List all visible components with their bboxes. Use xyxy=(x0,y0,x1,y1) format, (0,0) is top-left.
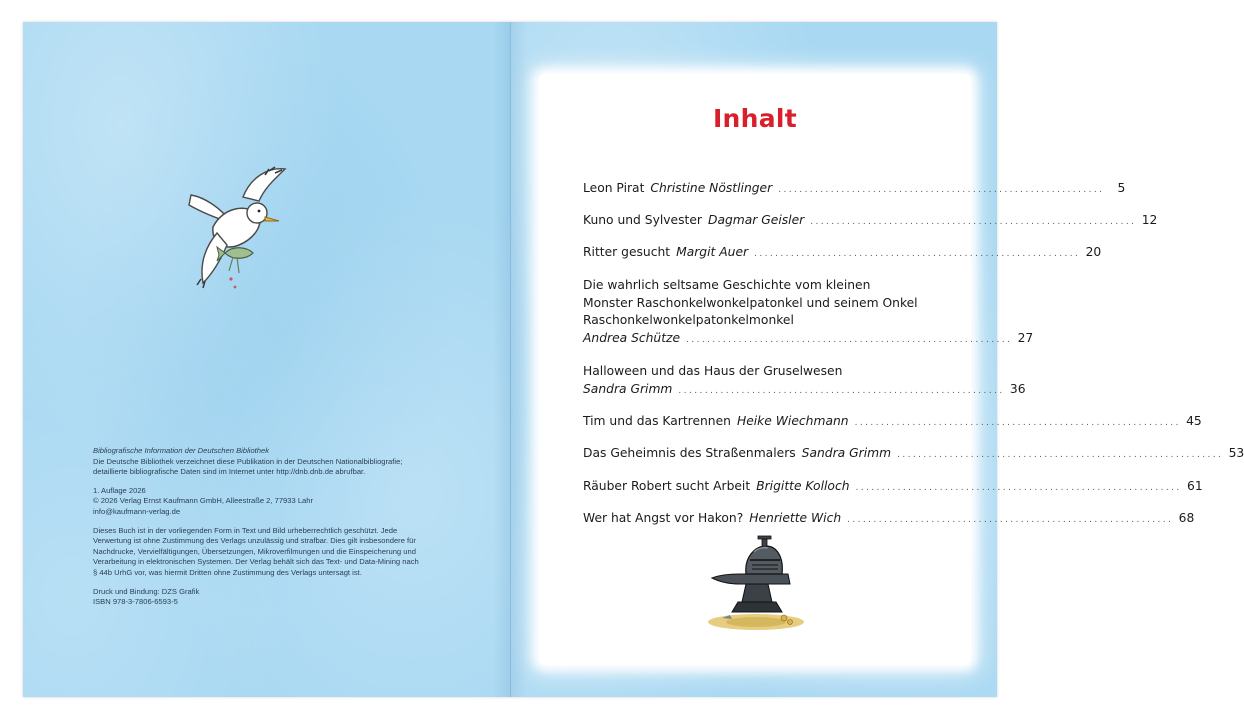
toc-entry xyxy=(583,446,1244,464)
leader-dots: .............................................................. xyxy=(686,334,1013,345)
toc-entry xyxy=(583,479,1203,497)
toc-entry-title: Ritter gesucht xyxy=(583,245,671,259)
toc-entry-page: 27 xyxy=(1017,330,1034,345)
leader-dots: .............................................................. xyxy=(778,185,1105,195)
toc-entry xyxy=(583,511,1195,529)
toc-entry-page: 61 xyxy=(1187,479,1203,493)
toc-entry-title: Monster Raschonkelwonkelpatonkel und seinem Onkel xyxy=(583,295,918,310)
imprint-line: detaillierte bibliografische Daten sind im Internet unter http://dnb.dnb.de abrufbar. xyxy=(93,467,366,477)
imprint-isbn: ISBN 978-3-7806-6593-5 xyxy=(93,597,178,607)
toc-entry-author: Brigitte Kolloch xyxy=(756,479,850,493)
toc-entry-author: Margit Auer xyxy=(676,245,749,259)
toc-entry xyxy=(583,414,1202,432)
toc-entry xyxy=(583,213,1158,231)
toc-entry-title: Leon Pirat xyxy=(583,181,645,195)
toc-entry-page: 12 xyxy=(1141,213,1158,227)
right-page xyxy=(510,22,1244,697)
toc-entry-title: Das Geheimnis des Straßenmalers xyxy=(583,446,796,460)
toc-entry xyxy=(583,278,1034,348)
toc-entry xyxy=(583,364,1026,399)
toc-entry-page: 5 xyxy=(1117,181,1126,195)
imprint-rights: Nachdrucke, Vervielfältigungen, Übersetzungen, Mikroverfilmungen und die Einspeicherung und xyxy=(93,546,416,556)
leader-dots: .............................................................. xyxy=(754,249,1081,259)
toc-entry-title: Tim und das Kartrennen xyxy=(583,414,731,428)
toc-entry-author: Heike Wiechmann xyxy=(736,414,849,428)
toc-entry-author: Dagmar Geisler xyxy=(707,213,805,227)
imprint-line: Die Deutsche Bibliothek verzeichnet diese Publikation in der Deutschen Nationalbibliografie; xyxy=(93,456,403,466)
imprint-block xyxy=(93,446,453,608)
toc-entry-author: Christine Nöstlinger xyxy=(650,181,773,195)
imprint-copyright: © 2026 Verlag Ernst Kaufmann GmbH, Alleestraße 2, 77933 Lahr xyxy=(93,496,314,506)
imprint-rights: Verwertung ist ohne Zustimmung des Verlags unzulässig und strafbar. Dies gilt insbesondere für xyxy=(93,536,416,546)
imprint-heading: Bibliografische Information der Deutschen Bibliothek xyxy=(93,446,270,455)
leader-dots: .............................................................. xyxy=(678,385,1005,396)
toc-entry-author: Henriette Wich xyxy=(749,511,842,525)
leader-dots: .............................................................. xyxy=(855,483,1182,493)
imprint-rights: Dieses Buch ist in der vorliegenden Form in Text und Bild urheberrechtlich geschützt. Jede xyxy=(93,525,398,535)
toc-entry-page: 36 xyxy=(1009,381,1026,396)
page-title: Inhalt xyxy=(712,104,798,133)
imprint-edition: 1. Auflage 2026 xyxy=(93,485,146,495)
imprint-print: Druck und Bindung: DZS Grafik xyxy=(93,586,200,596)
toc-entry-title: Raschonkelwonkelpatonkelmonkel xyxy=(583,313,794,327)
leader-dots: .............................................................. xyxy=(897,450,1224,460)
imprint-rights: § 44b UrhG vor, was hiermit Dritten ohne Zustimmung des Verlags untersagt ist. xyxy=(93,567,362,577)
leader-dots: .............................................................. xyxy=(810,217,1137,227)
contents-sheet xyxy=(539,74,1244,665)
toc-entry-page: 68 xyxy=(1178,511,1195,525)
toc-entry-author: Sandra Grimm xyxy=(583,381,673,396)
toc-entry-author: Andrea Schütze xyxy=(583,330,681,345)
imprint-rights: Verarbeitung in elektronischen Systemen. Der Verlag behält sich das Text- und Data-Mining nach xyxy=(93,557,419,567)
book-gutter xyxy=(510,22,511,697)
toc-entry-author: Sandra Grimm xyxy=(801,446,892,460)
leader-dots: .............................................................. xyxy=(854,418,1181,428)
toc-entry-title: Räuber Robert sucht Arbeit xyxy=(583,479,751,493)
toc-entry-page: 53 xyxy=(1228,446,1244,460)
toc-entry-title: Kuno und Sylvester xyxy=(583,213,702,227)
toc-entry-title: Wer hat Angst vor Hakon? xyxy=(583,511,744,525)
left-page xyxy=(23,22,510,697)
anvil-helmet-illustration xyxy=(704,534,809,634)
leader-dots: .............................................................. xyxy=(847,515,1174,525)
imprint-email: info@kaufmann-verlag.de xyxy=(93,506,181,516)
toc-entry xyxy=(583,181,1126,199)
book-spread xyxy=(23,22,1244,697)
toc-entry xyxy=(583,245,1102,263)
seagull-illustration xyxy=(173,157,293,297)
toc-entry-page: 20 xyxy=(1085,245,1102,259)
toc-entry-title: Die wahrlich seltsame Geschichte vom kleinen xyxy=(583,278,871,292)
toc-entry-title: Halloween und das Haus der Gruselwesen xyxy=(583,364,843,378)
toc-entry-page: 45 xyxy=(1186,414,1202,428)
